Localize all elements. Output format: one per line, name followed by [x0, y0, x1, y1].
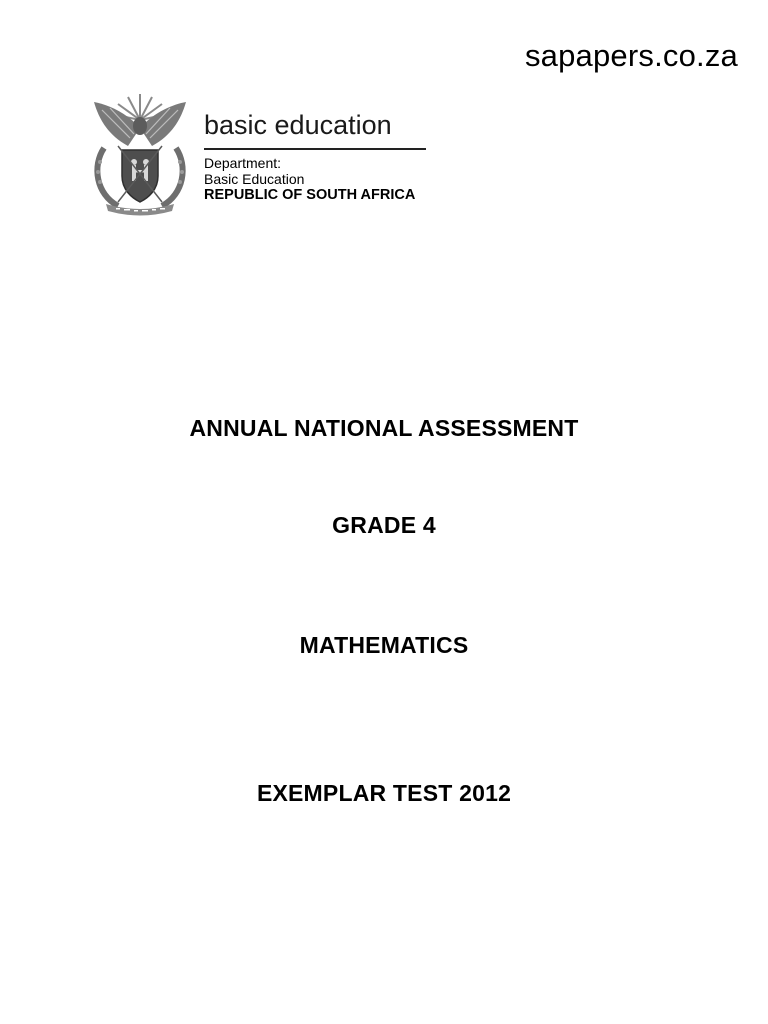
subject-title: MATHEMATICS — [299, 632, 469, 658]
brand-name: basic education — [204, 110, 392, 140]
brand-divider — [204, 148, 426, 150]
department-logo — [88, 90, 433, 218]
country-name: REPUBLIC OF SOUTH AFRICA — [204, 186, 416, 203]
assessment-title: ANNUAL NATIONAL ASSESSMENT — [189, 415, 579, 441]
test-title: EXEMPLAR TEST 2012 — [256, 780, 512, 806]
grade-title: GRADE 4 — [332, 512, 436, 538]
coat-of-arms-icon — [88, 90, 192, 216]
department-name: Basic Education — [204, 170, 305, 187]
watermark-url[interactable]: sapapers.co.za — [524, 38, 738, 73]
logo-text — [204, 110, 430, 203]
department-label: Department: — [204, 154, 282, 171]
